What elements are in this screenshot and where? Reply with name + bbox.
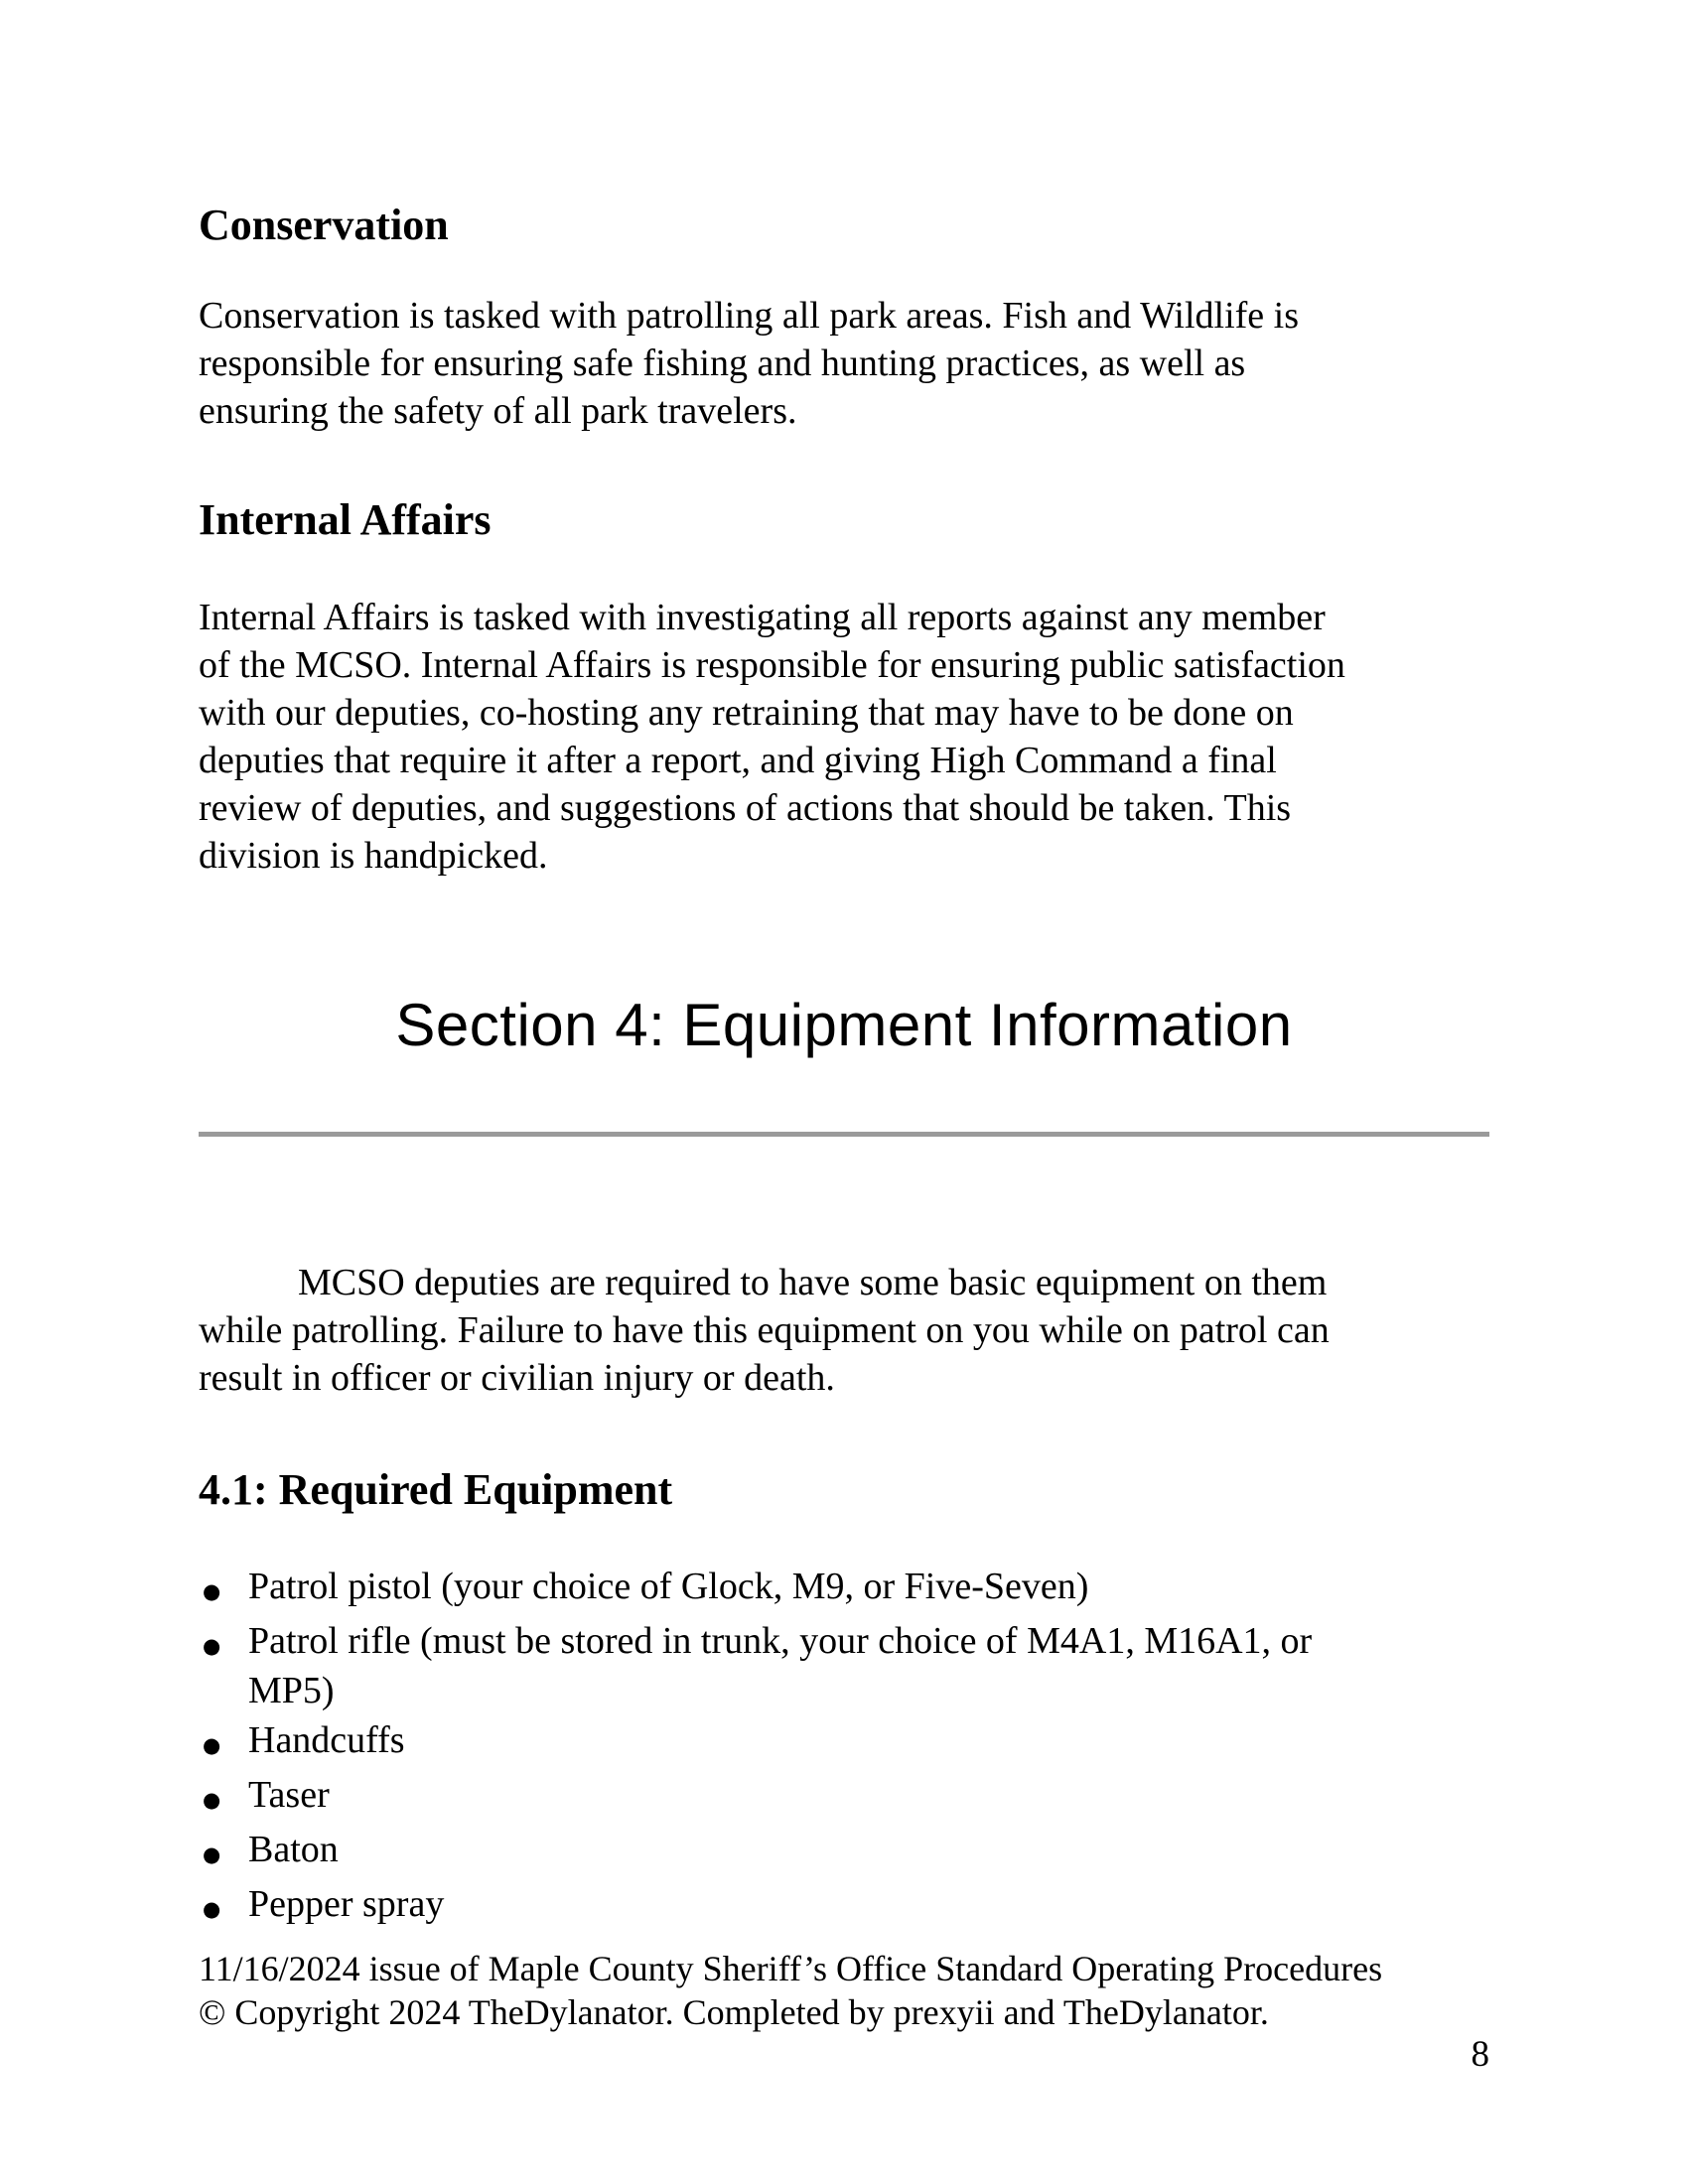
list-item [199,1770,1489,1825]
heading-required-equipment: 4.1: Required Equipment [199,1465,673,1514]
text-line: Handcuffs [248,1719,405,1761]
horizontal-rule [199,1132,1489,1137]
paragraph-conservation [199,292,1489,435]
text-line: Pepper spray [248,1883,445,1925]
text-line: of the MCSO. Internal Affairs is responsible for ensuring public satisfaction [199,644,1345,686]
text-line: while patrolling. Failure to have this equipment on you while on patrol can [199,1309,1330,1351]
bullet-icon: ● [203,1788,221,1812]
list-item-text [248,1616,1312,1715]
text-line: review of deputies, and suggestions of actions that should be taken. This [199,787,1292,829]
text-line: result in officer or civilian injury or death. [199,1357,835,1399]
bullet-icon: ● [203,1897,221,1921]
text-line: MP5) [248,1670,335,1711]
list-item-text [248,1879,444,1929]
text-line: Internal Affairs is tasked with investigating all reports against any member [199,597,1326,638]
heading-conservation: Conservation [199,201,449,249]
text-line: MCSO deputies are required to have some basic equipment on them [298,1262,1328,1303]
list-item [199,1616,1489,1715]
bullet-icon: ● [203,1843,221,1866]
bullet-icon: ● [203,1634,221,1658]
bullet-icon: ● [203,1733,221,1757]
heading-internal-affairs: Internal Affairs [199,495,492,544]
text-line: Patrol rifle (must be stored in trunk, your choice of M4A1, M16A1, or [248,1620,1313,1662]
text-line: Conservation is tasked with patrolling all park areas. Fish and Wildlife is [199,295,1300,337]
page-footer [199,1947,1382,2034]
text-line: ensuring the safety of all park travelers. [199,390,797,432]
text-line: with our deputies, co-hosting any retraining that may have to be done on [199,692,1294,734]
footer-line: 11/16/2024 issue of Maple County Sheriff’s Office Standard Operating Procedures [199,1949,1383,1988]
page-number: 8 [1471,2034,1489,2075]
equipment-list [199,1562,1489,1934]
text-line: division is handpicked. [199,835,548,877]
text-line: Taser [248,1774,330,1816]
bullet-icon: ● [203,1579,221,1603]
paragraph-internal-affairs [199,594,1489,880]
list-item [199,1879,1489,1934]
footer-line: © Copyright 2024 TheDylanator. Completed by prexyii and TheDylanator. [199,1992,1269,2032]
list-item-text [248,1825,339,1874]
text-line: Baton [248,1829,339,1870]
text-line: Patrol pistol (your choice of Glock, M9, or Five-Seven) [248,1566,1089,1607]
list-item-text [248,1715,405,1765]
list-item [199,1562,1489,1616]
text-line: responsible for ensuring safe fishing and hunting practices, as well as [199,342,1246,384]
section-title: Section 4: Equipment Information [395,992,1293,1058]
list-item [199,1715,1489,1770]
list-item-text [248,1770,330,1820]
list-item-text [248,1562,1088,1611]
paragraph-equipment-intro [199,1259,1489,1402]
text-line: deputies that require it after a report, and giving High Command a final [199,740,1277,781]
list-item [199,1825,1489,1879]
